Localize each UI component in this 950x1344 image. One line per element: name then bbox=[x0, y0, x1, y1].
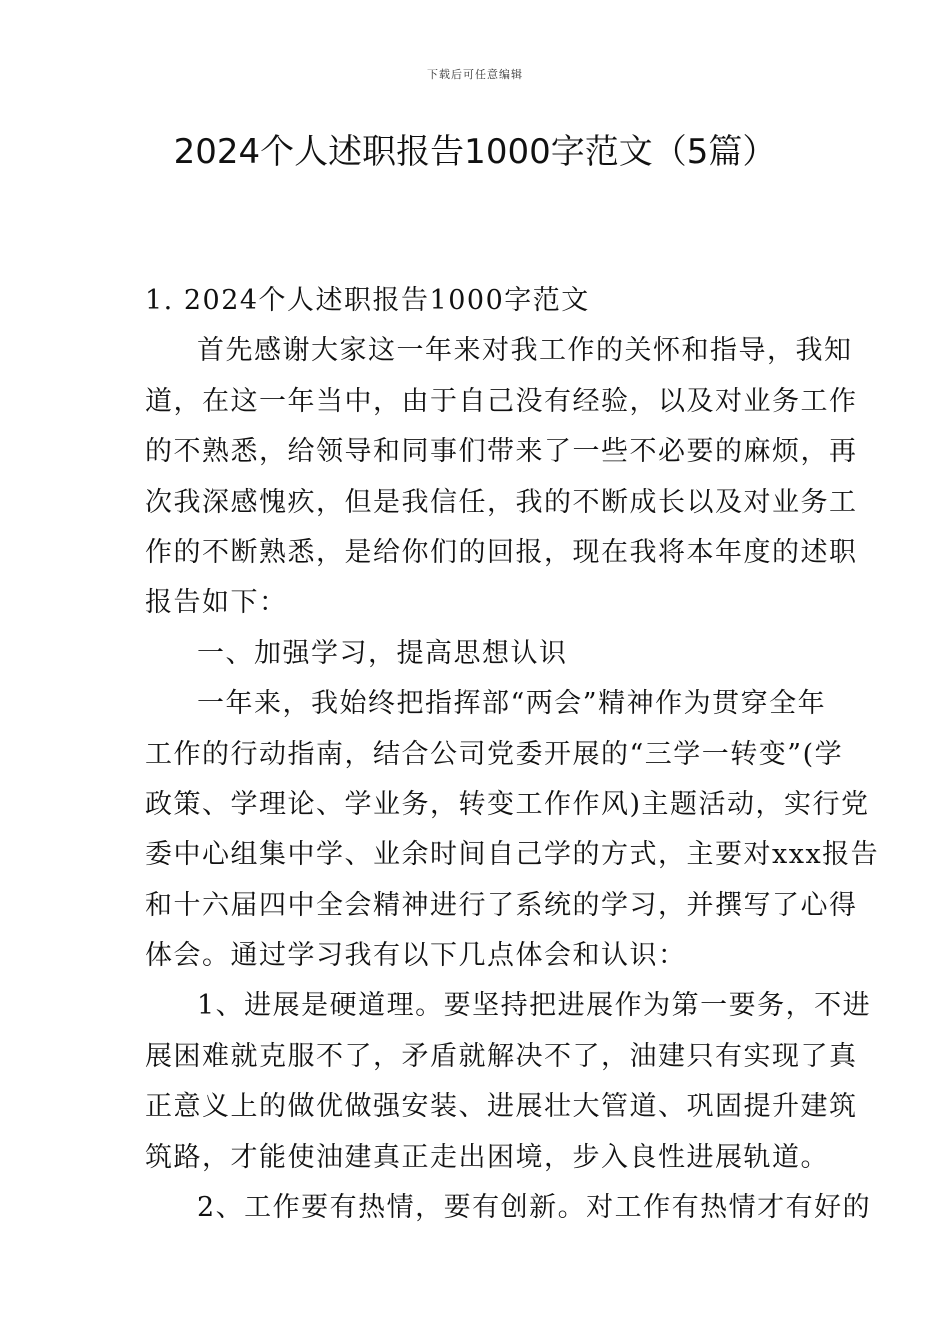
paragraph-line: 展困难就克服不了，矛盾就解决不了，油建只有实现了真 bbox=[145, 1040, 858, 1072]
paragraph-line: 道，在这一年当中，由于自己没有经验，以及对业务工作 bbox=[145, 385, 858, 417]
paragraph-line: 作的不断熟悉，是给你们的回报，现在我将本年度的述职 bbox=[145, 536, 858, 568]
header-note: 下载后可任意编辑 bbox=[427, 68, 523, 81]
document-title: 2024个人述职报告1000字范文（5篇） bbox=[173, 132, 777, 172]
paragraph-line: 政策、学理论、学业务，转变工作作风)主题活动，实行党 bbox=[145, 788, 870, 820]
subheading-line: 一、加强学习，提高思想认识 bbox=[197, 637, 568, 669]
paragraph-line: 正意义上的做优做强安装、进展壮大管道、巩固提升建筑 bbox=[145, 1091, 858, 1123]
paragraph-line: 报告如下： bbox=[145, 587, 288, 619]
paragraph-line: 体会。通过学习我有以下几点体会和认识： bbox=[145, 940, 687, 972]
paragraph-line: 首先感谢大家这一年来对我工作的关怀和指导，我知 bbox=[197, 335, 853, 367]
paragraph-line: 的不熟悉，给领导和同事们带来了一些不必要的麻烦，再 bbox=[145, 436, 858, 468]
paragraph-line: 1、进展是硬道理。要坚持把进展作为第一要务，不进 bbox=[197, 990, 872, 1022]
document-body bbox=[145, 285, 880, 1243]
paragraph-line: 和十六届四中全会精神进行了系统的学习，并撰写了心得 bbox=[145, 889, 858, 921]
paragraph-line: 次我深感愧疚，但是我信任，我的不断成长以及对业务工 bbox=[145, 486, 858, 518]
paragraph-line: 2、工作要有热情，要有创新。对工作有热情才有好的 bbox=[197, 1192, 872, 1224]
paragraph-line: 一年来，我始终把指挥部“两会”精神作为贯穿全年 bbox=[197, 688, 827, 720]
section-heading: 1. 2024个人述职报告1000字范文 bbox=[145, 285, 590, 316]
paragraph-line: 筑路，才能使油建真正走出困境，步入良性进展轨道。 bbox=[145, 1141, 829, 1173]
paragraph-line: 工作的行动指南，结合公司党委开展的“三学一转变”(学 bbox=[145, 738, 844, 770]
paragraph-line: 委中心组集中学、业余时间自己学的方式，主要对xxx报告 bbox=[145, 839, 880, 871]
